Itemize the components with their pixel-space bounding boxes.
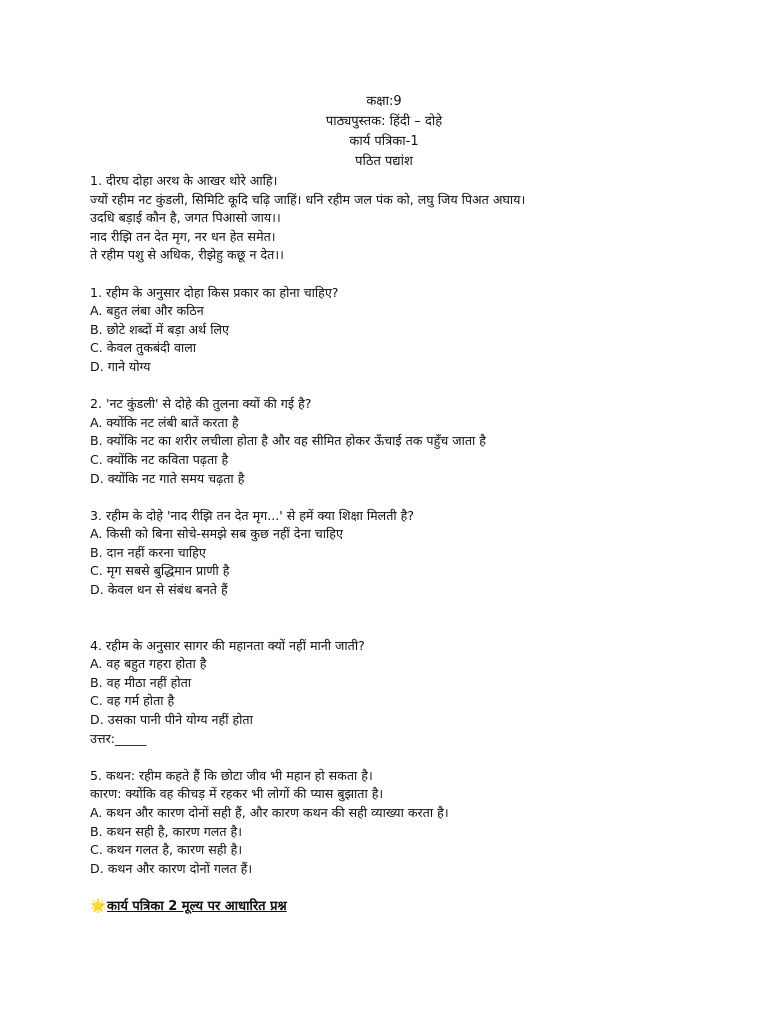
question-text: 4. रहीम के अनुसार सागर की महानता क्यों नहीं मानी जाती?	[90, 637, 365, 653]
option: D. उसका पानी पीने योग्य नहीं होता	[90, 712, 253, 728]
worksheet-2-link-label: कार्य पत्रिका 2 मूल्य पर आधारित प्रश्न	[107, 898, 287, 914]
option: A. कथन और कारण दोनों सही हैं, और कारण कथन की सही व्याख्या करता है।	[90, 805, 449, 820]
option: C. क्योंकि नट कविता पढ़ता है	[90, 451, 229, 467]
option: B. वह मीठा नहीं होता	[90, 674, 192, 690]
question-1	[90, 284, 708, 377]
worksheet-2-link[interactable]	[90, 898, 287, 917]
glowing-star-icon: 🌟	[90, 898, 107, 914]
reason-text: कारण: क्योंकि वह कीचड़ में रहकर भी लोगों की प्यास बुझाता है।	[90, 786, 384, 802]
option: D. क्योंकि नट गाते समय चढ़ता है	[90, 470, 245, 486]
option: C. कथन गलत है, कारण सही है।	[90, 842, 243, 858]
class-line: कक्षा:9	[366, 94, 402, 109]
question-5	[90, 767, 708, 879]
question-3	[90, 507, 708, 600]
option: D. कथन और कारण दोनों गलत हैं।	[90, 860, 253, 876]
option: B. कथन सही है, कारण गलत है।	[90, 823, 242, 839]
option: A. क्योंकि नट लंबी बातें करता है	[90, 414, 239, 430]
assertion-text: 5. कथन: रहीम कहते हैं कि छोटा जीव भी महान हो सकता है।	[90, 767, 373, 783]
passage	[90, 172, 708, 265]
option: C. केवल तुकबंदी वाला	[90, 340, 197, 356]
option: A. बहुत लंबा और कठिन	[90, 303, 204, 319]
worksheet-header	[60, 92, 708, 172]
option: C. मृग सबसे बुद्धिमान प्राणी है	[90, 563, 230, 579]
passage-line: नाद रीझि तन देत मृग, नर धन हेत समेत।	[90, 228, 276, 244]
passage-line: 1. दीरघ दोहा अरथ के आखर थोरे आहि।	[90, 173, 278, 188]
question-text: 3. रहीम के दोहे 'नाद रीझि तन देत मृग...' से हमें क्या शिक्षा मिलती है?	[90, 507, 415, 523]
section-line: पठित पद्यांश	[355, 154, 413, 169]
option: B. दान नहीं करना चाहिए	[90, 544, 206, 560]
question-2	[90, 395, 708, 488]
passage-line: ज्यों रहीम नट कुंडली, सिमिटि कूदि चढ़ि जाहिं। धनि रहीम जल पंक को, लघु जिय पिअत अघाय।	[90, 191, 526, 207]
worksheet-content	[90, 172, 708, 917]
passage-line: उदधि बड़ाई कौन है, जगत पिआसो जाय।।	[90, 210, 281, 226]
option: A. किसी को बिना सोचे-समझे सब कुछ नहीं देना चाहिए	[90, 526, 343, 542]
answer-blank: उत्तर:_____	[90, 730, 147, 746]
option: A. वह बहुत गहरा होता है	[90, 656, 207, 672]
option: D. गाने योग्य	[90, 358, 151, 374]
option: B. छोटे शब्दों में बड़ा अर्थ लिए	[90, 321, 229, 337]
worksheet-line: कार्य पत्रिका-1	[349, 134, 419, 149]
option: D. केवल धन से संबंध बनते हैं	[90, 582, 228, 598]
question-text: 2. 'नट कुंडली' से दोहे की तुलना क्यों की गई है?	[90, 396, 312, 412]
textbook-line: पाठ्यपुस्तक: हिंदी – दोहे	[325, 114, 443, 129]
option: C. वह गर्म होता है	[90, 693, 175, 709]
passage-line: ते रहीम पशु से अधिक, रीझेहु कछू न देत।।	[90, 247, 284, 263]
option: B. क्योंकि नट का शरीर लचीला होता है और वह सीमित होकर ऊँचाई तक पहुँच जाता है	[90, 433, 486, 449]
question-text: 1. रहीम के अनुसार दोहा किस प्रकार का होना चाहिए?	[90, 284, 339, 300]
question-4	[90, 637, 708, 749]
